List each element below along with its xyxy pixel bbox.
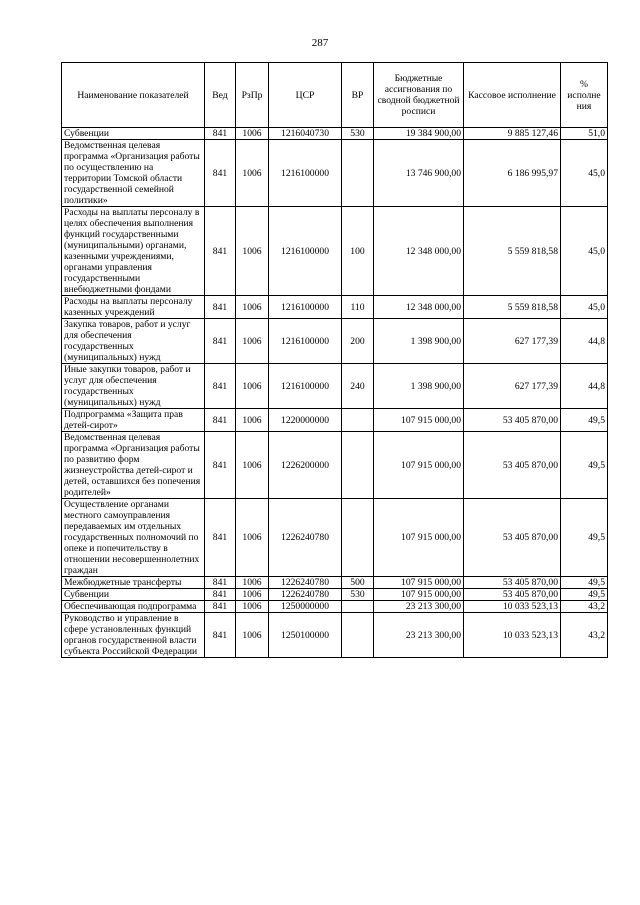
cell-name: Субвенции — [62, 128, 205, 140]
header-budget: Бюджетные ассигнования по сводной бюджетной росписи — [374, 63, 464, 128]
cell-csr: 1226240780 — [269, 499, 342, 577]
table-row — [62, 296, 608, 319]
cell-percent: 44,8 — [561, 364, 608, 409]
cell-name: Осуществление органами местного самоуправления передаваемых им отдельных государственных полномочий по опеке и попечительству в отношении несовершеннолетних граждан — [62, 499, 205, 577]
table-row — [62, 577, 608, 589]
cell-percent: 45,0 — [561, 296, 608, 319]
table-header-row — [62, 63, 608, 128]
cell-ved: 841 — [205, 601, 236, 613]
cell-ved: 841 — [205, 140, 236, 207]
cell-csr: 1216100000 — [269, 207, 342, 296]
table-row — [62, 319, 608, 364]
cell-budget: 107 915 000,00 — [374, 409, 464, 432]
cell-percent: 45,0 — [561, 207, 608, 296]
cell-budget: 23 213 300,00 — [374, 601, 464, 613]
cell-budget: 107 915 000,00 — [374, 589, 464, 601]
table-row — [62, 601, 608, 613]
cell-csr: 1216040730 — [269, 128, 342, 140]
cell-cash: 53 405 870,00 — [464, 589, 561, 601]
cell-ved: 841 — [205, 432, 236, 499]
cell-cash: 10 033 523,13 — [464, 601, 561, 613]
cell-ved: 841 — [205, 319, 236, 364]
cell-csr: 1226240780 — [269, 589, 342, 601]
cell-percent: 44,8 — [561, 319, 608, 364]
table-row — [62, 589, 608, 601]
cell-ved: 841 — [205, 613, 236, 658]
table-row — [62, 140, 608, 207]
header-rzpr: РзПр — [236, 63, 269, 128]
cell-rzpr: 1006 — [236, 409, 269, 432]
cell-vr — [342, 140, 374, 207]
cell-percent: 45,0 — [561, 140, 608, 207]
cell-csr: 1226240780 — [269, 577, 342, 589]
cell-vr — [342, 613, 374, 658]
cell-vr — [342, 499, 374, 577]
cell-name: Руководство и управление в сфере установленных функций органов государственной власти субъекта Российской Федерации — [62, 613, 205, 658]
cell-cash: 53 405 870,00 — [464, 409, 561, 432]
cell-rzpr: 1006 — [236, 364, 269, 409]
cell-name: Субвенции — [62, 589, 205, 601]
cell-cash: 6 186 995,97 — [464, 140, 561, 207]
cell-csr: 1216100000 — [269, 140, 342, 207]
cell-budget: 23 213 300,00 — [374, 613, 464, 658]
cell-cash: 627 177,39 — [464, 319, 561, 364]
cell-ved: 841 — [205, 364, 236, 409]
cell-name: Расходы на выплаты персоналу казенных учреждений — [62, 296, 205, 319]
cell-cash: 627 177,39 — [464, 364, 561, 409]
cell-csr: 1226200000 — [269, 432, 342, 499]
page-number: 287 — [311, 37, 329, 49]
cell-percent: 49,5 — [561, 499, 608, 577]
cell-ved: 841 — [205, 128, 236, 140]
budget-execution-table — [61, 62, 608, 658]
cell-vr: 500 — [342, 577, 374, 589]
cell-csr: 1250000000 — [269, 601, 342, 613]
cell-percent: 49,5 — [561, 409, 608, 432]
cell-name: Расходы на выплаты персоналу в целях обеспечения выполнения функций государственными (муниципальными) органами, казенными учреждениями, органами управления государственными внебюджетными фондами — [62, 207, 205, 296]
cell-csr: 1216100000 — [269, 296, 342, 319]
cell-budget: 12 348 000,00 — [374, 296, 464, 319]
cell-vr: 110 — [342, 296, 374, 319]
header-name: Наименование показателей — [62, 63, 205, 128]
cell-ved: 841 — [205, 577, 236, 589]
table-row — [62, 364, 608, 409]
table-row — [62, 499, 608, 577]
cell-name: Ведомственная целевая программа «Организация работы по осуществлению на территории Томской области государственной семейной политики» — [62, 140, 205, 207]
cell-name: Ведомственная целевая программа «Организация работы по развитию форм жизнеустройства детей-сирот и детей, оставшихся без попечения родителей» — [62, 432, 205, 499]
cell-cash: 53 405 870,00 — [464, 499, 561, 577]
table-row — [62, 613, 608, 658]
cell-rzpr: 1006 — [236, 432, 269, 499]
cell-csr: 1250100000 — [269, 613, 342, 658]
cell-vr: 240 — [342, 364, 374, 409]
cell-budget: 1 398 900,00 — [374, 319, 464, 364]
cell-budget: 107 915 000,00 — [374, 499, 464, 577]
cell-percent: 51,0 — [561, 128, 608, 140]
cell-vr: 530 — [342, 589, 374, 601]
cell-budget: 107 915 000,00 — [374, 432, 464, 499]
table-row — [62, 432, 608, 499]
cell-cash: 9 885 127,46 — [464, 128, 561, 140]
cell-rzpr: 1006 — [236, 499, 269, 577]
cell-cash: 53 405 870,00 — [464, 432, 561, 499]
table-row — [62, 207, 608, 296]
cell-csr: 1220000000 — [269, 409, 342, 432]
table-body — [62, 128, 608, 658]
cell-ved: 841 — [205, 409, 236, 432]
cell-vr: 530 — [342, 128, 374, 140]
cell-name: Иные закупки товаров, работ и услуг для обеспечения государственных (муниципальных) нужд — [62, 364, 205, 409]
cell-rzpr: 1006 — [236, 207, 269, 296]
cell-name: Закупка товаров, работ и услуг для обеспечения государственных (муниципальных) нужд — [62, 319, 205, 364]
cell-csr: 1216100000 — [269, 319, 342, 364]
cell-ved: 841 — [205, 589, 236, 601]
cell-rzpr: 1006 — [236, 589, 269, 601]
cell-budget: 12 348 000,00 — [374, 207, 464, 296]
cell-budget: 1 398 900,00 — [374, 364, 464, 409]
cell-ved: 841 — [205, 207, 236, 296]
cell-vr — [342, 601, 374, 613]
cell-percent: 43,2 — [561, 613, 608, 658]
cell-name: Подпрограмма «Защита прав детей-сирот» — [62, 409, 205, 432]
cell-vr — [342, 432, 374, 499]
cell-budget: 107 915 000,00 — [374, 577, 464, 589]
cell-percent: 49,5 — [561, 432, 608, 499]
cell-rzpr: 1006 — [236, 577, 269, 589]
cell-percent: 49,5 — [561, 577, 608, 589]
cell-vr: 200 — [342, 319, 374, 364]
table-row — [62, 128, 608, 140]
cell-cash: 10 033 523,13 — [464, 613, 561, 658]
table-row — [62, 409, 608, 432]
cell-vr — [342, 409, 374, 432]
header-percent: % исполне ния — [561, 63, 608, 128]
cell-name: Межбюджетные трансферты — [62, 577, 205, 589]
cell-rzpr: 1006 — [236, 601, 269, 613]
header-ved: Вед — [205, 63, 236, 128]
cell-csr: 1216100000 — [269, 364, 342, 409]
cell-cash: 5 559 818,58 — [464, 296, 561, 319]
cell-budget: 13 746 900,00 — [374, 140, 464, 207]
header-vr: ВР — [342, 63, 374, 128]
cell-rzpr: 1006 — [236, 319, 269, 364]
header-cash: Кассовое исполнение — [464, 63, 561, 128]
cell-ved: 841 — [205, 499, 236, 577]
header-csr: ЦСР — [269, 63, 342, 128]
cell-cash: 5 559 818,58 — [464, 207, 561, 296]
cell-cash: 53 405 870,00 — [464, 577, 561, 589]
cell-rzpr: 1006 — [236, 128, 269, 140]
cell-rzpr: 1006 — [236, 296, 269, 319]
cell-rzpr: 1006 — [236, 613, 269, 658]
cell-ved: 841 — [205, 296, 236, 319]
cell-name: Обеспечивающая подпрограмма — [62, 601, 205, 613]
cell-percent: 49,5 — [561, 589, 608, 601]
cell-vr: 100 — [342, 207, 374, 296]
cell-budget: 19 384 900,00 — [374, 128, 464, 140]
cell-percent: 43,2 — [561, 601, 608, 613]
cell-rzpr: 1006 — [236, 140, 269, 207]
